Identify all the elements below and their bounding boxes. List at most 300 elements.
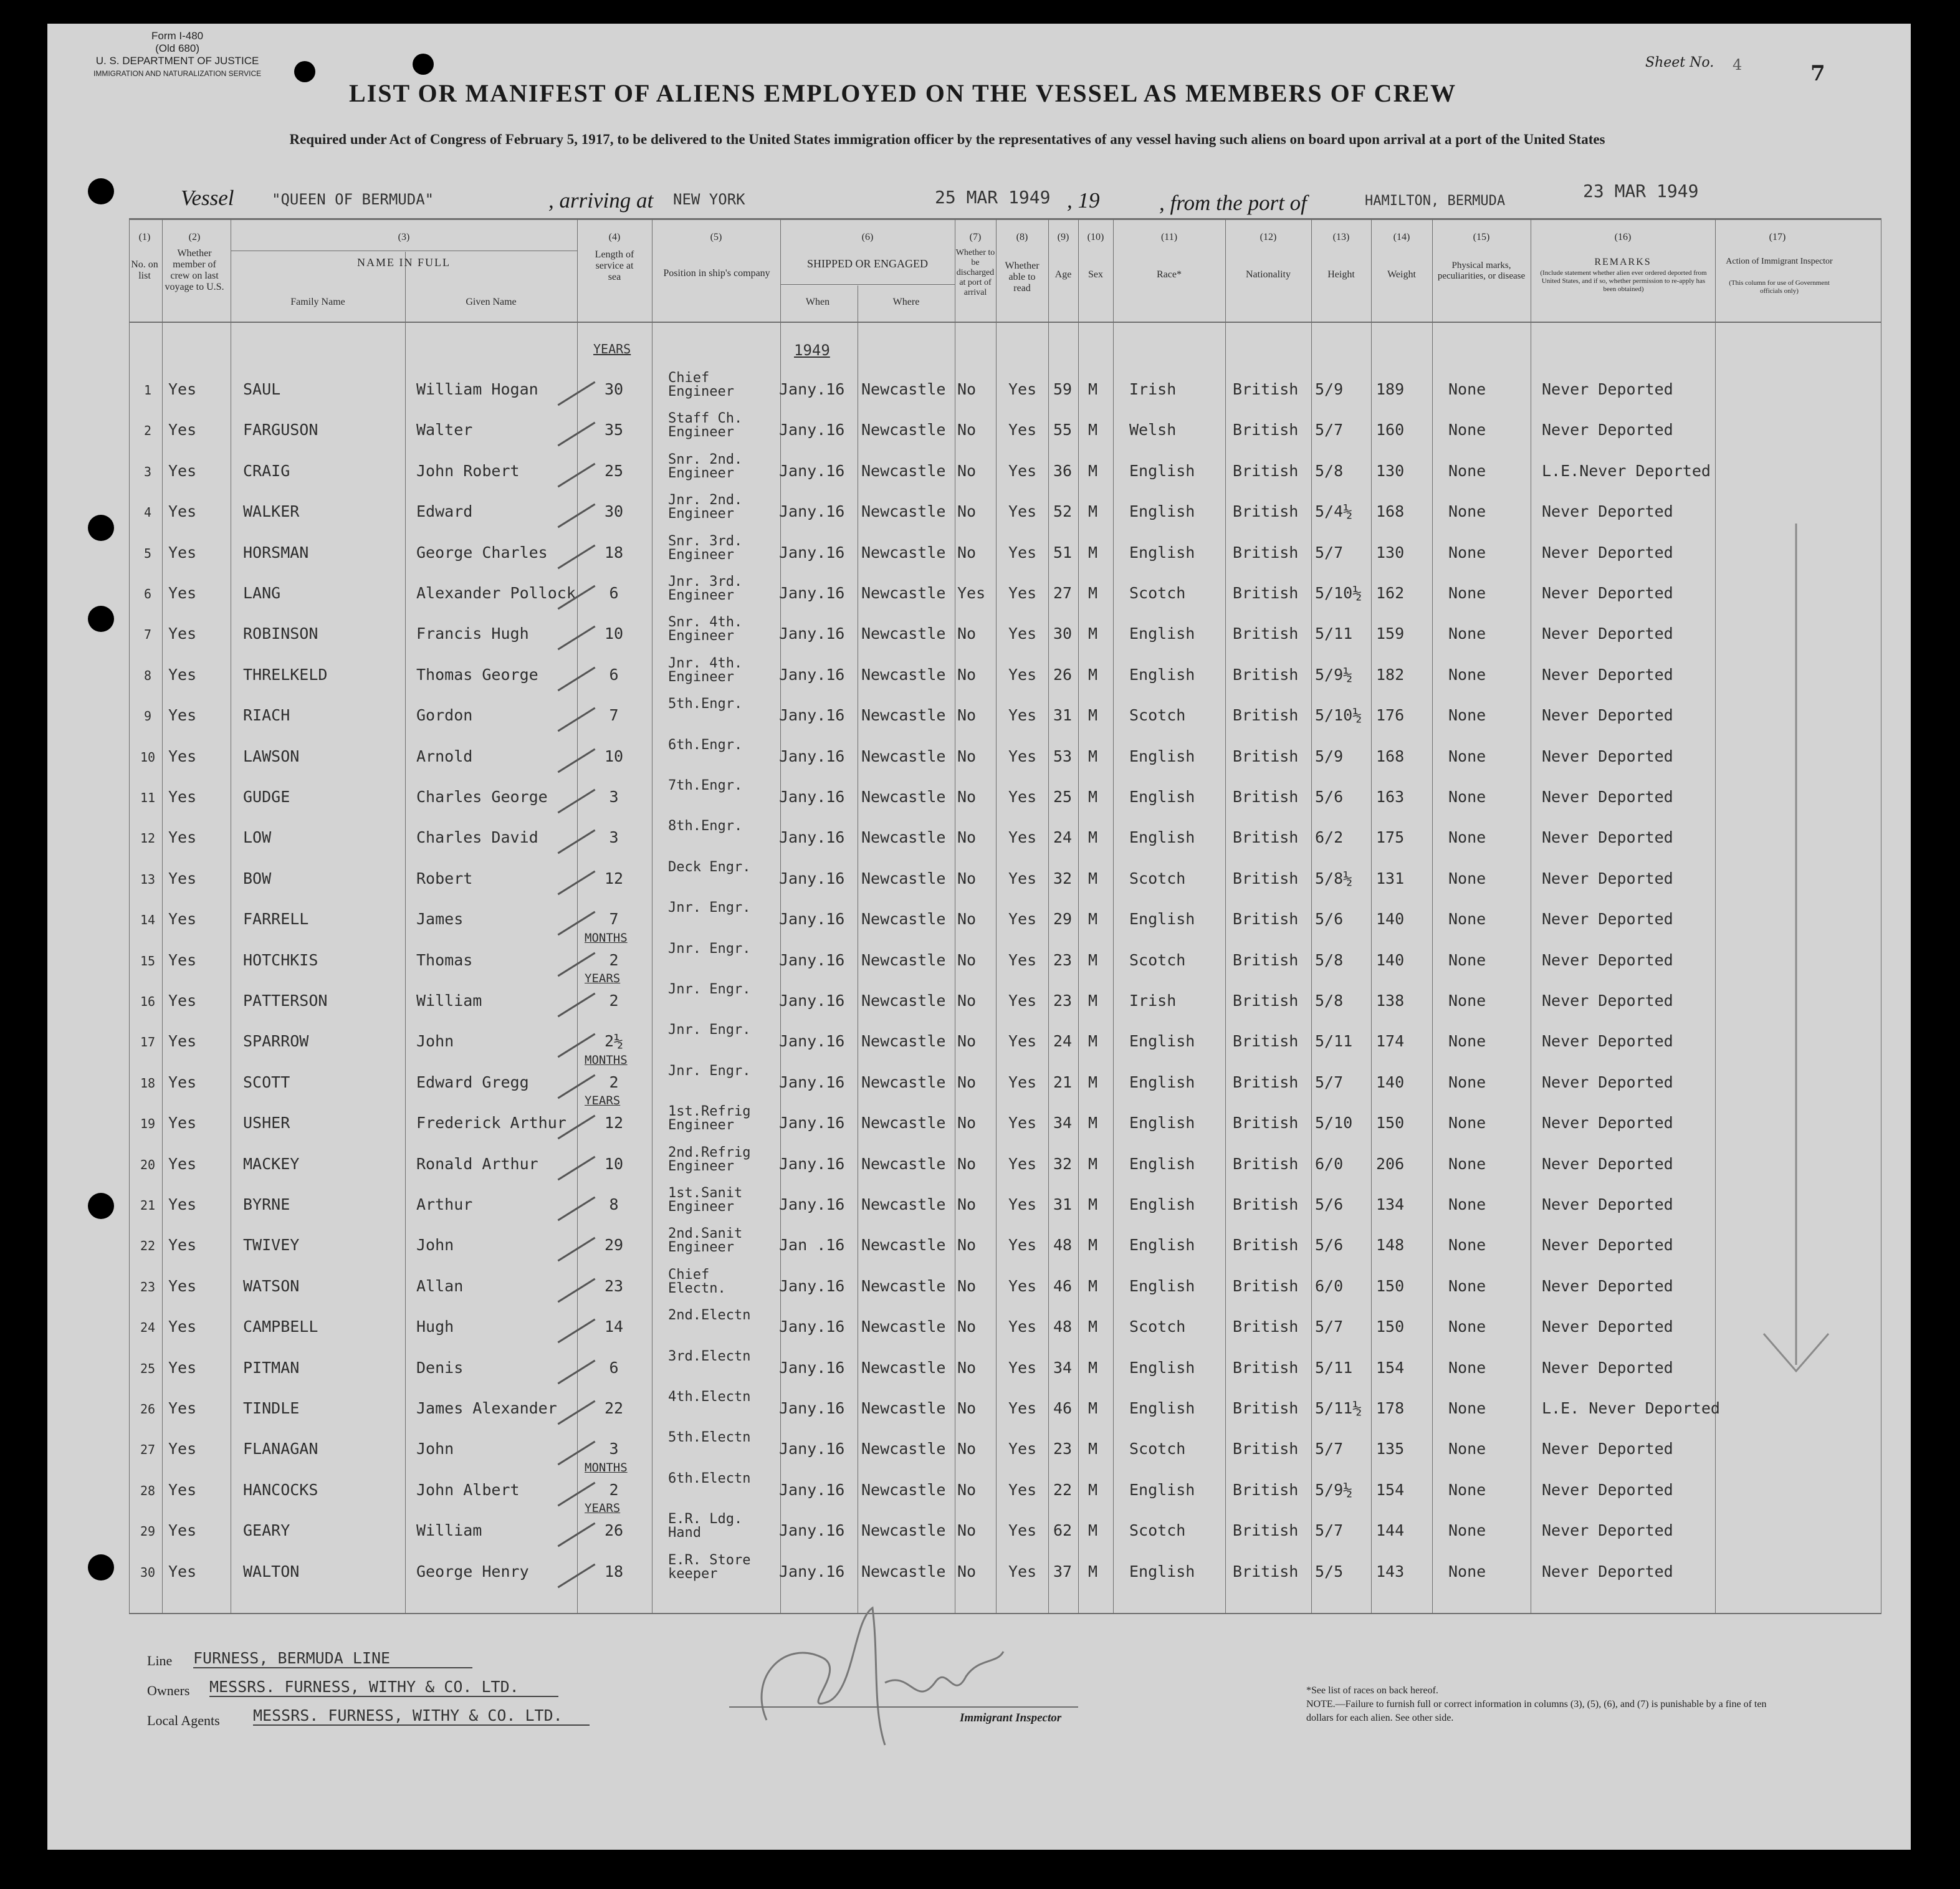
col-12-number: (12) (1260, 232, 1277, 242)
shipped-when: Jany.16 (779, 1521, 845, 1540)
last-voyage: Yes (168, 1032, 197, 1051)
able-to-read: Yes (1008, 380, 1037, 398)
weight: 154 (1376, 1480, 1405, 1499)
shipped-where: Newcastle (861, 1440, 946, 1458)
able-to-read: Yes (1008, 1114, 1037, 1132)
crew-row (0, 900, 1960, 949)
shipped-where: Newcastle (861, 910, 946, 929)
crew-row (0, 370, 1960, 419)
service-length: 30 (604, 502, 624, 521)
age: 55 (1053, 421, 1073, 439)
signature-line (729, 1706, 1078, 1708)
position: Staff Ch. Engineer (668, 411, 743, 441)
discharged: No (957, 461, 977, 480)
weight: 150 (1376, 1276, 1405, 1295)
sex: M (1088, 788, 1098, 806)
remarks: Never Deported (1542, 584, 1673, 602)
col-12-header: Nationality (1246, 269, 1291, 280)
crew-row (0, 533, 1960, 582)
sex: M (1088, 1358, 1098, 1377)
family-name: HANCOCKS (243, 1480, 318, 1499)
age: 48 (1053, 1236, 1073, 1255)
crew-row (0, 615, 1960, 663)
given-name: William (416, 1521, 482, 1540)
height: 5/8½ (1315, 869, 1353, 887)
shipped-where: Newcastle (861, 1276, 946, 1295)
sex: M (1088, 1276, 1098, 1295)
shipped-where: Newcastle (861, 1358, 946, 1377)
physical-marks: None (1448, 380, 1486, 398)
service-length: 25 (604, 461, 624, 480)
col-7-header: Whether to be discharged at port of arrival (955, 248, 995, 297)
family-name: LANG (243, 584, 281, 602)
col-17-header: Action of Immigrant Inspector (1726, 257, 1833, 266)
remarks: Never Deported (1542, 380, 1673, 398)
punch-hole (88, 178, 114, 204)
height: 5/6 (1315, 788, 1344, 806)
race: English (1129, 1236, 1195, 1255)
height: 5/8 (1315, 461, 1344, 480)
remarks: Never Deported (1542, 869, 1673, 887)
row-number: 5 (143, 545, 152, 561)
race: English (1129, 1358, 1195, 1377)
able-to-read: Yes (1008, 828, 1037, 847)
weight: 189 (1376, 380, 1405, 398)
shipped-where: Newcastle (861, 950, 946, 969)
sex: M (1088, 869, 1098, 887)
local-agents-label: Local Agents (147, 1713, 220, 1728)
shipped-when-header: When (805, 297, 830, 307)
shipped-where: Newcastle (861, 502, 946, 521)
nationality: British (1233, 910, 1299, 929)
sex: M (1088, 1236, 1098, 1255)
last-voyage: Yes (168, 828, 197, 847)
nationality: British (1233, 380, 1299, 398)
discharged: No (957, 1195, 977, 1213)
shipped-where: Newcastle (861, 1073, 946, 1091)
shipped-when: Jany.16 (779, 1480, 845, 1499)
sex: M (1088, 1480, 1098, 1499)
physical-marks: None (1448, 502, 1486, 521)
crew-row (0, 655, 1960, 704)
given-name: James Alexander (416, 1399, 557, 1417)
crew-row (0, 778, 1960, 826)
physical-marks: None (1448, 1521, 1486, 1540)
discharged: No (957, 992, 977, 1010)
nationality: British (1233, 461, 1299, 480)
col-16-header: REMARKS (1594, 257, 1652, 267)
height: 6/2 (1315, 828, 1344, 847)
weight: 176 (1376, 706, 1405, 725)
given-name: William Hogan (416, 380, 538, 398)
col-9-header: Age (1054, 269, 1072, 280)
nationality: British (1233, 502, 1299, 521)
family-name: RIACH (243, 706, 290, 725)
nationality: British (1233, 788, 1299, 806)
race: English (1129, 788, 1195, 806)
race: Irish (1129, 380, 1177, 398)
nationality: British (1233, 950, 1299, 969)
position: Jnr. Engr. (668, 940, 751, 957)
given-name: Alexander Pollock (416, 584, 576, 602)
col-9-number: (9) (1057, 232, 1069, 242)
discharged: Yes (957, 584, 986, 602)
shipped-when: Jany.16 (779, 1154, 845, 1173)
nationality: British (1233, 584, 1299, 602)
remarks: Never Deported (1542, 502, 1673, 521)
race: English (1129, 624, 1195, 643)
weight: 140 (1376, 950, 1405, 969)
remarks: Never Deported (1542, 665, 1673, 684)
age: 22 (1053, 1480, 1073, 1499)
discharged: No (957, 950, 977, 969)
physical-marks: None (1448, 461, 1486, 480)
discharged: No (957, 1521, 977, 1540)
physical-marks: None (1448, 421, 1486, 439)
row-number: 21 (140, 1198, 156, 1213)
row-number: 12 (140, 831, 156, 846)
family-name: CRAIG (243, 461, 290, 480)
from-port-label: , from the port of (1159, 191, 1307, 215)
family-name: THRELKELD (243, 665, 328, 684)
shipped-when: Jany.16 (779, 788, 845, 806)
given-name: John (416, 1440, 454, 1458)
departure-date-stamp: 23 MAR 1949 (1583, 181, 1699, 201)
sex: M (1088, 1073, 1098, 1091)
able-to-read: Yes (1008, 1318, 1037, 1336)
race: English (1129, 1276, 1195, 1295)
discharged: No (957, 1399, 977, 1417)
last-voyage: Yes (168, 950, 197, 969)
line-value: FURNESS, BERMUDA LINE (193, 1649, 472, 1668)
shipped-when: Jany.16 (779, 950, 845, 969)
service-length: 10 (604, 747, 624, 765)
service-unit: YEARS (585, 972, 621, 985)
service-length: 18 (604, 543, 624, 562)
shipped-when: Jany.16 (779, 1276, 845, 1295)
position: Jnr. Engr. (668, 900, 751, 916)
shipped-where: Newcastle (861, 1114, 946, 1132)
nationality: British (1233, 1440, 1299, 1458)
row-number: 16 (140, 994, 156, 1009)
crew-row (0, 930, 1960, 990)
able-to-read: Yes (1008, 869, 1037, 887)
physical-marks: None (1448, 950, 1486, 969)
shipped-when: Jany.16 (779, 910, 845, 929)
age: 29 (1053, 910, 1073, 929)
shipped-where: Newcastle (861, 584, 946, 602)
last-voyage: Yes (168, 1276, 197, 1295)
remarks: Never Deported (1542, 1195, 1673, 1213)
race: English (1129, 461, 1195, 480)
remarks: Never Deported (1542, 1276, 1673, 1295)
col-2-number: (2) (188, 232, 201, 242)
shipped-where-header: Where (892, 297, 920, 307)
height: 6/0 (1315, 1276, 1344, 1295)
remarks: Never Deported (1542, 1562, 1673, 1581)
discharged: No (957, 869, 977, 887)
row-number: 19 (140, 1116, 156, 1132)
age: 25 (1053, 788, 1073, 806)
last-voyage: Yes (168, 1195, 197, 1213)
weight: 168 (1376, 747, 1405, 765)
family-name: LAWSON (243, 747, 300, 765)
col-8-header: Whether able to read (1005, 261, 1040, 294)
physical-marks: None (1448, 1114, 1486, 1132)
discharged: No (957, 421, 977, 439)
shipped-where: Newcastle (861, 380, 946, 398)
row-number: 30 (140, 1564, 156, 1580)
given-name: William (416, 992, 482, 1010)
department-name: U. S. DEPARTMENT OF JUSTICE (95, 55, 259, 67)
nationality: British (1233, 543, 1299, 562)
height: 5/6 (1315, 910, 1344, 929)
shipped-when: Jany.16 (779, 461, 845, 480)
form-number: Form I-480 (151, 30, 204, 42)
remarks: Never Deported (1542, 828, 1673, 847)
shipped-when: Jany.16 (779, 421, 845, 439)
discharged: No (957, 747, 977, 765)
vessel-name: "QUEEN OF BERMUDA" (272, 191, 434, 208)
height: 5/4½ (1315, 502, 1353, 521)
height: 5/10½ (1315, 706, 1362, 725)
last-voyage: Yes (168, 1114, 197, 1132)
physical-marks: None (1448, 1562, 1486, 1581)
remarks: Never Deported (1542, 1521, 1673, 1540)
family-name: PATTERSON (243, 992, 328, 1010)
vessel-label: Vessel (181, 186, 234, 210)
weight: 140 (1376, 910, 1405, 929)
shipped-where: Newcastle (861, 1521, 946, 1540)
age: 62 (1053, 1521, 1073, 1540)
shipped-where: Newcastle (861, 1562, 946, 1581)
table-header-rule (129, 322, 1881, 323)
able-to-read: Yes (1008, 1562, 1037, 1581)
age: 34 (1053, 1114, 1073, 1132)
discharged: No (957, 1114, 977, 1132)
race: Scotch (1129, 1440, 1186, 1458)
row-number: 6 (143, 586, 152, 601)
age: 48 (1053, 1318, 1073, 1336)
position: Jnr. 3rd. Engineer (668, 574, 743, 603)
last-voyage: Yes (168, 624, 197, 643)
race: Scotch (1129, 706, 1186, 725)
family-name: ROBINSON (243, 624, 318, 643)
col-10-number: (10) (1087, 232, 1104, 242)
physical-marks: None (1448, 1195, 1486, 1213)
position: 6th.Engr. (668, 737, 743, 753)
weight: 168 (1376, 502, 1405, 521)
position: 8th.Engr. (668, 818, 743, 835)
col-16-number: (16) (1614, 232, 1632, 242)
corner-page-mark: 7 (1810, 61, 1825, 86)
penalty-note: NOTE.—Failure to furnish full or correct information in columns (3), (5), (6), and (7) is punishable by a fine of ten dollars for each alien. See other side. (1306, 1699, 1767, 1723)
height: 5/6 (1315, 1195, 1344, 1213)
crew-row (0, 1308, 1960, 1356)
sex: M (1088, 706, 1098, 725)
last-voyage: Yes (168, 380, 197, 398)
remarks: Never Deported (1542, 950, 1673, 969)
family-name-header: Family Name (290, 297, 345, 307)
given-name: John (416, 1236, 454, 1255)
col-6-header: SHIPPED OR ENGAGED (806, 257, 928, 270)
inspector-label: Immigrant Inspector (960, 1711, 1062, 1724)
able-to-read: Yes (1008, 992, 1037, 1010)
last-voyage: Yes (168, 706, 197, 725)
age: 24 (1053, 1032, 1073, 1051)
discharged: No (957, 1318, 977, 1336)
arrival-date-stamp: 25 MAR 1949 (935, 187, 1051, 208)
family-name: BYRNE (243, 1195, 290, 1213)
col-5-number: (5) (710, 232, 722, 242)
race: English (1129, 747, 1195, 765)
family-name: FARRELL (243, 910, 309, 929)
row-number: 10 (140, 749, 156, 765)
position: Chief Electn. (668, 1266, 726, 1296)
form-identifier (93, 30, 261, 80)
shipped-when: Jany.16 (779, 1358, 845, 1377)
table-top-rule (129, 218, 1881, 220)
races-note: *See list of races on back hereof. (1306, 1685, 1438, 1696)
service-length: 3 (609, 788, 619, 806)
family-name: GEARY (243, 1521, 290, 1540)
height: 5/11½ (1315, 1399, 1362, 1417)
crew-row (0, 696, 1960, 745)
height: 5/10½ (1315, 584, 1362, 602)
discharged: No (957, 1358, 977, 1377)
line-label: Line (147, 1653, 173, 1668)
height: 5/8 (1315, 992, 1344, 1010)
row-number: 25 (140, 1361, 156, 1376)
shipped-when: Jany.16 (779, 1195, 845, 1213)
col-2-header: Whether member of crew on last voyage to U.S. (165, 248, 224, 292)
remarks: Never Deported (1542, 910, 1673, 929)
age: 59 (1053, 380, 1073, 398)
able-to-read: Yes (1008, 1358, 1037, 1377)
able-to-read: Yes (1008, 1195, 1037, 1213)
weight: 130 (1376, 461, 1405, 480)
discharged: No (957, 1154, 977, 1173)
physical-marks: None (1448, 624, 1486, 643)
last-voyage: Yes (168, 1480, 197, 1499)
position: E.R. Ldg. Hand (668, 1511, 743, 1541)
col-16-note: (Include statement whether alien ever ordered deported from United States, and if so, whether permission to re-apply has been obtained) (1540, 269, 1707, 293)
last-voyage: Yes (168, 910, 197, 929)
discharged: No (957, 1032, 977, 1051)
age: 23 (1053, 1440, 1073, 1458)
crew-row (0, 1430, 1960, 1478)
shipped-where: Newcastle (861, 461, 946, 480)
age: 24 (1053, 828, 1073, 847)
row-number: 18 (140, 1075, 156, 1091)
height: 5/11 (1315, 1032, 1353, 1051)
weight: 131 (1376, 869, 1405, 887)
service-unit: MONTHS (585, 1053, 628, 1067)
service-length: 10 (604, 624, 624, 643)
shipped-where: Newcastle (861, 828, 946, 847)
nationality: British (1233, 624, 1299, 643)
nationality: British (1233, 992, 1299, 1010)
physical-marks: None (1448, 747, 1486, 765)
service-length: 7 (609, 706, 619, 725)
remarks: Never Deported (1542, 1236, 1673, 1255)
shipped-when: Jany.16 (779, 706, 845, 725)
given-name: Denis (416, 1358, 464, 1377)
shipped-when: Jany.16 (779, 624, 845, 643)
height: 5/7 (1315, 1318, 1344, 1336)
given-name: Charles David (416, 828, 538, 847)
position: 4th.Electn (668, 1389, 751, 1405)
remarks: Never Deported (1542, 747, 1673, 765)
weight: 150 (1376, 1114, 1405, 1132)
height: 5/7 (1315, 1440, 1344, 1458)
nationality: British (1233, 828, 1299, 847)
height: 5/11 (1315, 1358, 1353, 1377)
weight: 163 (1376, 788, 1405, 806)
remarks: Never Deported (1542, 788, 1673, 806)
able-to-read: Yes (1008, 461, 1037, 480)
service-length: 6 (609, 665, 619, 684)
age: 36 (1053, 461, 1073, 480)
discharged: No (957, 543, 977, 562)
service-length: 6 (609, 1358, 619, 1377)
weight: 134 (1376, 1195, 1405, 1213)
service-length: 26 (604, 1521, 624, 1540)
physical-marks: None (1448, 910, 1486, 929)
last-voyage: Yes (168, 1154, 197, 1173)
physical-marks: None (1448, 992, 1486, 1010)
given-name: Arnold (416, 747, 473, 765)
crew-row (0, 492, 1960, 541)
race: Scotch (1129, 1318, 1186, 1336)
age: 46 (1053, 1399, 1073, 1417)
row-number: 13 (140, 871, 156, 887)
col-4-header: Length of service at sea (595, 249, 634, 282)
height: 5/6 (1315, 1236, 1344, 1255)
sex: M (1088, 380, 1098, 398)
col-3-number: (3) (398, 232, 410, 242)
nationality: British (1233, 1480, 1299, 1499)
discharged: No (957, 1480, 977, 1499)
weight: 206 (1376, 1154, 1405, 1173)
discharged: No (957, 1440, 977, 1458)
given-name: Edward (416, 502, 473, 521)
able-to-read: Yes (1008, 1440, 1037, 1458)
race: English (1129, 1195, 1195, 1213)
sex: M (1088, 1440, 1098, 1458)
given-name: John Albert (416, 1480, 520, 1499)
shipped-where: Newcastle (861, 543, 946, 562)
weight: 174 (1376, 1032, 1405, 1051)
shipped-where: Newcastle (861, 788, 946, 806)
able-to-read: Yes (1008, 1276, 1037, 1295)
race: English (1129, 1399, 1195, 1417)
service-unit: MONTHS (585, 930, 628, 945)
row-number: 22 (140, 1238, 156, 1254)
shipped-where: Newcastle (861, 1195, 946, 1213)
form-old-number: (Old 680) (155, 42, 199, 54)
sex: M (1088, 543, 1098, 562)
shipped-when: Jany.16 (779, 1440, 845, 1458)
service-length: 7 (609, 910, 619, 929)
able-to-read: Yes (1008, 543, 1037, 562)
crew-row (0, 859, 1960, 908)
shipped-where: Newcastle (861, 421, 946, 439)
nationality: British (1233, 1114, 1299, 1132)
last-voyage: Yes (168, 502, 197, 521)
age: 32 (1053, 1154, 1073, 1173)
height: 5/9½ (1315, 1480, 1353, 1499)
